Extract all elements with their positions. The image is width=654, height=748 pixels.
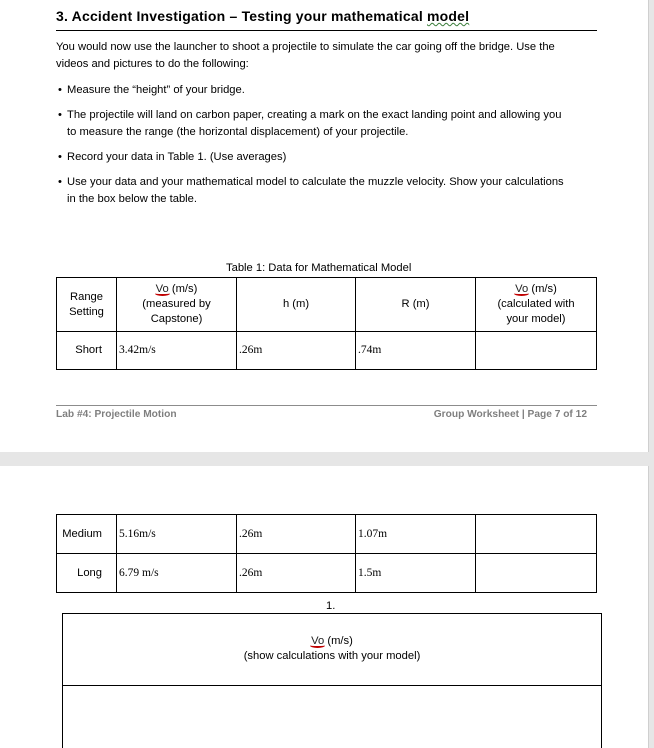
footer-page-number: Group Worksheet | Page 7 of 12 (433, 409, 587, 420)
vo-symbol: Vo (155, 283, 169, 295)
list-number: 1. (326, 600, 336, 612)
header-r: R (m) (356, 278, 476, 332)
cell-h[interactable]: .26m (237, 332, 356, 370)
bullet-dot: • (58, 151, 62, 163)
table-row (57, 554, 597, 593)
calculation-box-divider (63, 685, 601, 686)
document-page-8 (0, 466, 649, 748)
cell-vo-measured[interactable]: 6.79 m/s (117, 554, 237, 593)
cell-h[interactable]: .26m (237, 515, 356, 554)
cell-setting: Medium (57, 515, 117, 554)
cell-h[interactable]: .26m (237, 554, 356, 593)
table-row (57, 515, 597, 554)
bullet-dot: • (58, 109, 62, 121)
footer-lab-title: Lab #4: Projectile Motion (56, 409, 177, 420)
intro-paragraph: You would now use the launcher to shoot a projectile to simulate the car going off the bridge. Use the videos and pictures to do the following: (56, 41, 555, 70)
vo-symbol: Vo (311, 635, 325, 647)
bullet-dot: • (58, 176, 62, 188)
data-table-continued (56, 514, 597, 593)
calculation-box[interactable] (62, 613, 602, 748)
section-heading: 3. Accident Investigation – Testing your mathematical model (56, 8, 597, 31)
header-h: h (m) (237, 278, 356, 332)
cell-vo-measured[interactable]: 3.42m/s (117, 332, 237, 370)
data-table (56, 277, 597, 370)
cell-r[interactable]: 1.07m (356, 515, 476, 554)
cell-r[interactable]: .74m (356, 332, 476, 370)
page-footer (56, 405, 597, 420)
heading-grammar-flag[interactable]: model (427, 8, 470, 24)
cell-r[interactable]: 1.5m (356, 554, 476, 593)
document-page-7: 3. Accident Investigation – Testing your mathematical model You would now use the launcher to shoot a projectile to simulate the car going off the bridge. Use the videos and pictures to do the following: • Measure the “height” of your bridge. • The projectile will land on carbon paper, creating a mark on the exact landing point and allowing you to measure the range (the horizontal displacement) of your projectile. • Record your data in Table 1. (Use averages) • Use your data and your mathematical model to calculate the muzzle velocity. Show your calculations in the box below the table. Table 1: Data for Mathematical Model Range Setting Vo (m/s) (measured by Capstone) h (m) R (m) Vo (m/s) (calculated with your model) Short 3.42m/s .26m .74m Lab #4: Projectile Motion Group Worksheet | Page 7 of 12 (0, 0, 649, 452)
header-vo-calculated: Vo (m/s) (calculated with your model) (476, 278, 597, 332)
cell-setting: Long (57, 554, 117, 593)
header-vo-measured: Vo (m/s) (measured by Capstone) (117, 278, 237, 332)
cell-vo-calculated[interactable] (476, 332, 597, 370)
table-header-row (57, 278, 597, 332)
calculation-box-label: Vo (m/s) (show calculations with your model) (243, 635, 421, 662)
header-range-setting: Range Setting (57, 278, 117, 332)
bullet-dot: • (58, 84, 62, 96)
table-row (57, 332, 597, 370)
cell-vo-calculated[interactable] (476, 515, 597, 554)
vo-symbol: Vo (515, 283, 529, 295)
cell-vo-measured[interactable]: 5.16m/s (117, 515, 237, 554)
cell-vo-calculated[interactable] (476, 554, 597, 593)
cell-setting: Short (57, 332, 117, 370)
table-caption: Table 1: Data for Mathematical Model (226, 262, 412, 274)
